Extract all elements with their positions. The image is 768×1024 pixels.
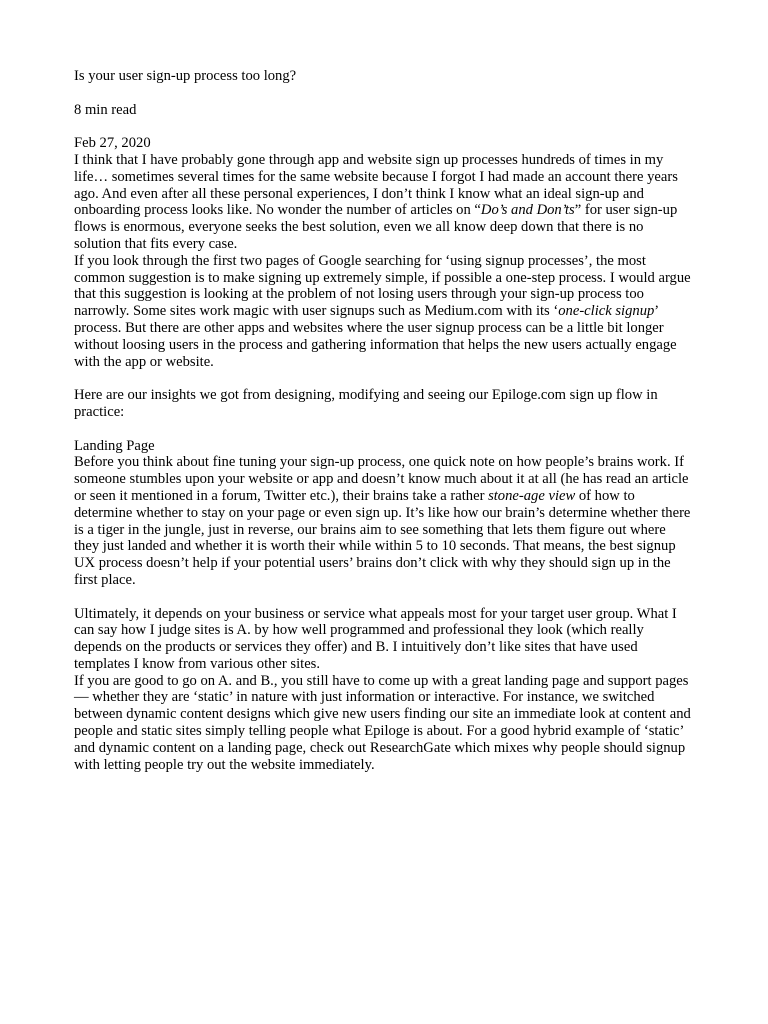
spacer (74, 589, 694, 606)
paragraph-brains-text-a: Before you think about fine tuning your sign-up process, one quick note on how people’s brains work. If someone stumbles upon your website or app and doesn’t know much about it at all (he has read an article or seen it mentioned in a forum, Twitter etc.), their brains take a rather (74, 454, 689, 504)
paragraph-insights: Here are our insights we got from designing, modifying and seeing our Epiloge.com sign up flow in practice: (74, 387, 658, 420)
paragraph-google-search (74, 253, 694, 371)
spacer (74, 370, 694, 387)
section-heading-landing-page: Landing Page (74, 437, 155, 454)
publish-date: Feb 27, 2020 (74, 135, 151, 152)
paragraph-google-search-text-b: ’ process. But there are other apps and websites where the user signup process can be a little bit longer without loosing users in the process and gathering information that helps the new users actually engage with the app or website. (74, 303, 677, 370)
article (74, 68, 694, 773)
paragraph-intro-emphasis: Do’s and Don’ts (480, 202, 575, 219)
paragraph-google-search-emphasis: one-click signup (558, 303, 655, 320)
spacer (74, 421, 694, 438)
paragraph-brains-text-b: of how to determine whether to stay on your page or even sign up. It’s like how our brain’s determine whether there is a tiger in the jungle, just in reverse, our brains aim to see something that lets them figure out where they just landed and whether it is worth their while within 5 to 10 seconds. That means, the best signup UX process doesn’t help if your potential users’ brains don’t click with why they should sign up in the first place. (74, 487, 691, 588)
paragraph-good-to-go: If you are good to go on A. and B., you still have to come up with a great landing page and support pages — whether they are ‘static’ in nature with just information or interactive. For instance, we switched between dynamic content designs which give new users finding our site an immediate look at content and people and static sites simply telling people what Epiloge is about. For a good hybrid example of ‘static’ and dynamic content on a landing page, check out ResearchGate which mixes why people should signup with letting people try out the website immediately. (74, 672, 691, 773)
paragraph-brains-emphasis: stone-age view (488, 487, 576, 504)
paragraph-intro-text-a: I think that I have probably gone through app and website sign up processes hundreds of times in my life… sometimes several times for the same website because I forgot I had made an account there years ago. And even after all these personal experiences, I don’t think I know what an ideal sign-up and onboarding process looks like. No wonder the number of articles on “ (74, 151, 678, 219)
paragraph-ultimately: Ultimately, it depends on your business or service what appeals most for your target user group. What I can say how I judge sites is A. by how well programmed and professional they look (which really depends on the products or services they offer) and B. I intuitively don’t like sites that have used templates I know from various other sites. (74, 605, 677, 672)
paragraph-brains (74, 454, 694, 588)
article-title: Is your user sign-up process too long? (74, 68, 297, 84)
paragraph-intro-text-b: ” for user sign-up flows is enormous, everyone seeks the best solution, even we all know deep down that there is no solution that fits every case. (74, 202, 678, 252)
read-time: 8 min read (74, 101, 137, 118)
paragraph-google-search-text-a: If you look through the first two pages of Google searching for ‘using signup processes’, the most common suggestion is to make signing up extremely simple, if possible a one-step process. I would argue that this suggestion is looking at the problem of not losing users through your sign-up process too narrowly. Some sites work magic with user signups such as Medium.com with its ‘ (74, 252, 691, 320)
paragraph-intro (74, 152, 694, 253)
